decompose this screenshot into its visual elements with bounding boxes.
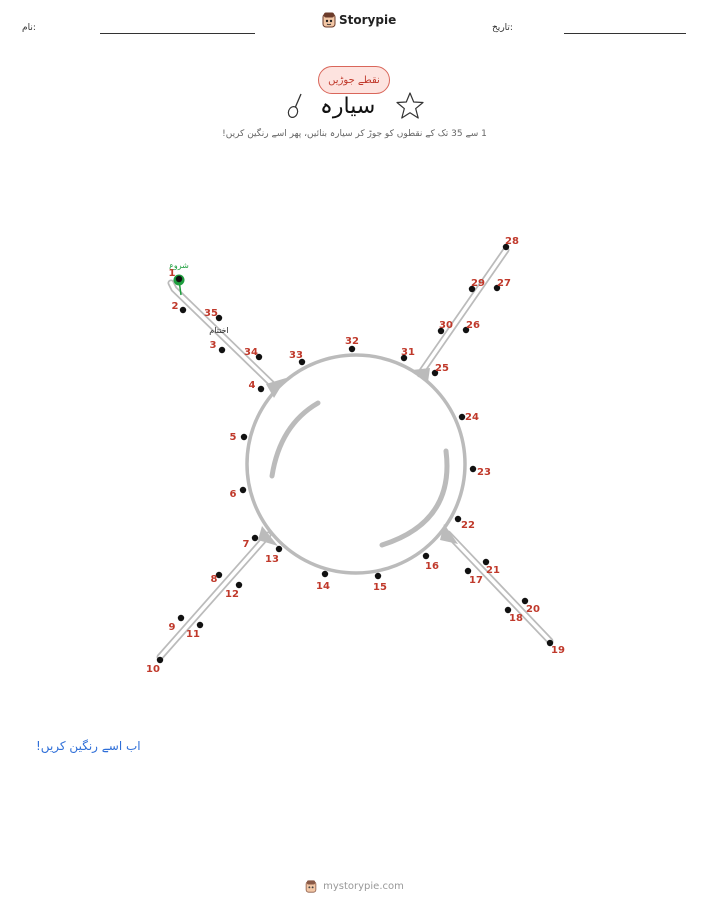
dot-14 [322,571,328,577]
dot-number-22: 22 [461,520,475,531]
dot-number-13: 13 [265,554,279,565]
dot-15 [375,573,381,579]
start-label: شروع [169,261,189,270]
dot-2 [180,307,186,313]
dot-number-18: 18 [509,613,523,624]
guide-outline [160,250,550,657]
dot-number-28: 28 [505,236,519,247]
dot-17 [465,568,471,574]
dot-23 [470,466,476,472]
dot-9 [178,615,184,621]
dot-11 [197,622,203,628]
dot-number-14: 14 [316,581,330,592]
dots-layer [146,236,565,675]
dot-number-24: 24 [465,412,479,423]
dot-number-9: 9 [168,622,176,633]
dot-number-2: 2 [171,301,179,312]
dot-number-10: 10 [146,664,160,675]
dot-number-27: 27 [497,278,511,289]
color-prompt: اب اسے رنگین کریں! [36,739,141,753]
name-label: نام: [22,23,36,33]
dot-number-34: 34 [244,347,258,358]
dot-number-20: 20 [526,604,540,615]
dot-number-21: 21 [486,565,500,576]
activity-badge: نقطے جوڑیں [318,66,390,94]
dot-number-32: 32 [345,336,359,347]
dot-7 [252,535,258,541]
dot-number-4: 4 [248,380,256,391]
dot-13 [276,546,282,552]
brand-name: Storypie [339,13,397,27]
dot-6 [240,487,246,493]
dot-number-1: 1 [168,268,176,279]
dot-10 [157,657,163,663]
dot-number-11: 11 [186,629,200,640]
dot-number-16: 16 [425,561,439,572]
footer-url[interactable]: mystorypie.com [323,881,404,892]
date-label: تاریخ: [492,23,513,33]
dot-16 [423,553,429,559]
dot-number-31: 31 [401,347,415,358]
dot-number-29: 29 [471,278,485,289]
dot-number-25: 25 [435,363,449,374]
instructions: 1 سے 35 تک کے نقطوں کو جوڑ کر سیارہ بنائیں، پھر اسے رنگین کریں! [222,129,487,139]
page-title: سیارہ [320,94,376,119]
dot-number-3: 3 [209,340,217,351]
dot-number-23: 23 [477,467,491,478]
dot-4 [258,386,264,392]
dot-number-6: 6 [229,489,237,500]
dot-number-33: 33 [289,350,303,361]
dot-number-19: 19 [551,645,565,656]
dot-1 [176,276,182,282]
dot-12 [236,582,242,588]
dot-number-26: 26 [466,320,480,331]
dot-3 [219,347,225,353]
dot-number-35: 35 [204,308,218,319]
dot-number-5: 5 [229,432,237,443]
dot-number-8: 8 [210,574,218,585]
end-label: اختتام [209,326,229,335]
footer [0,880,709,893]
dot-5 [241,434,247,440]
dot-number-15: 15 [373,582,387,593]
dot-number-12: 12 [225,589,239,600]
dot-number-30: 30 [439,320,453,331]
storypie-mascot-icon [305,880,317,893]
dot-number-7: 7 [242,539,250,550]
dot-number-17: 17 [469,575,483,586]
